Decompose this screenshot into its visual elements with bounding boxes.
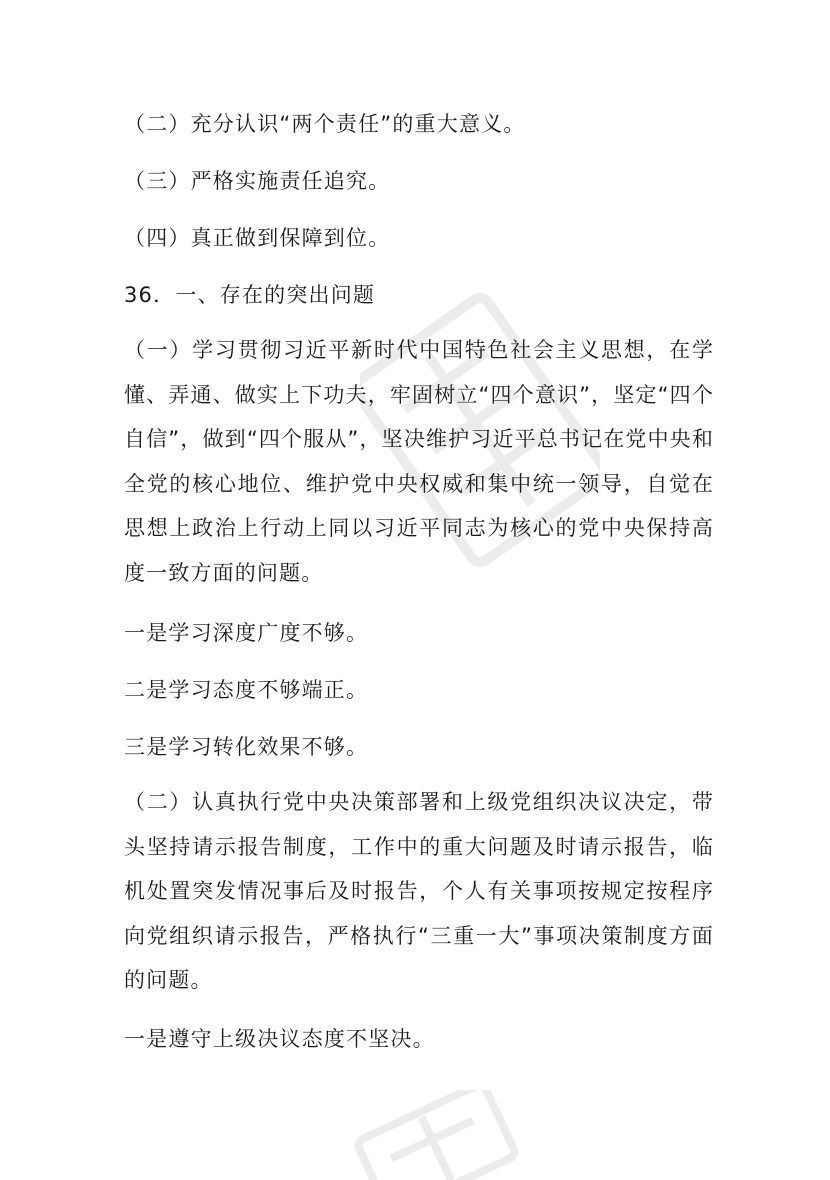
watermark-logo-bottom bbox=[330, 1090, 530, 1180]
heading-section-3: （三）严格实施责任追究。 bbox=[124, 169, 391, 193]
paragraph-part-1: （一）学习贯彻习近平新时代中国特色社会主义思想，在学懂、弄通、做实上下功夫，牢固树立“四个意识”，坚定“四个自信”，做到“四个服从”，坚决维护习近平总书记在党中央和全党的核心地位、维护党中央权威和集中统一领导，自觉在思想上政治上行动上同以习近平同志为核心的党中央保持高度一致方面的问题。 bbox=[124, 338, 714, 585]
heading-section-4: （四）真正做到保障到位。 bbox=[124, 226, 391, 250]
point-3: 三是学习转化效果不够。 bbox=[124, 735, 369, 759]
paragraph-part-2: （二）认真执行党中央决策部署和上级党组织决议决定，带头坚持请示报告制度，工作中的重大问题及时请示报告，临机处置突发情况事后及时报告，个人有关事项按规定按程序向党组织请示报告，严格执行“三重一大”事项决策制度方面的问题。 bbox=[124, 790, 714, 993]
item-36-heading: 36．一、存在的突出问题 bbox=[124, 283, 376, 307]
heading-section-2: （二）充分认识“两个责任”的重大意义。 bbox=[124, 112, 526, 136]
point-1-part-2: 一是遵守上级决议态度不坚决。 bbox=[124, 1027, 435, 1051]
point-2: 二是学习态度不够端正。 bbox=[124, 678, 369, 702]
point-1: 一是学习深度广度不够。 bbox=[124, 621, 369, 645]
